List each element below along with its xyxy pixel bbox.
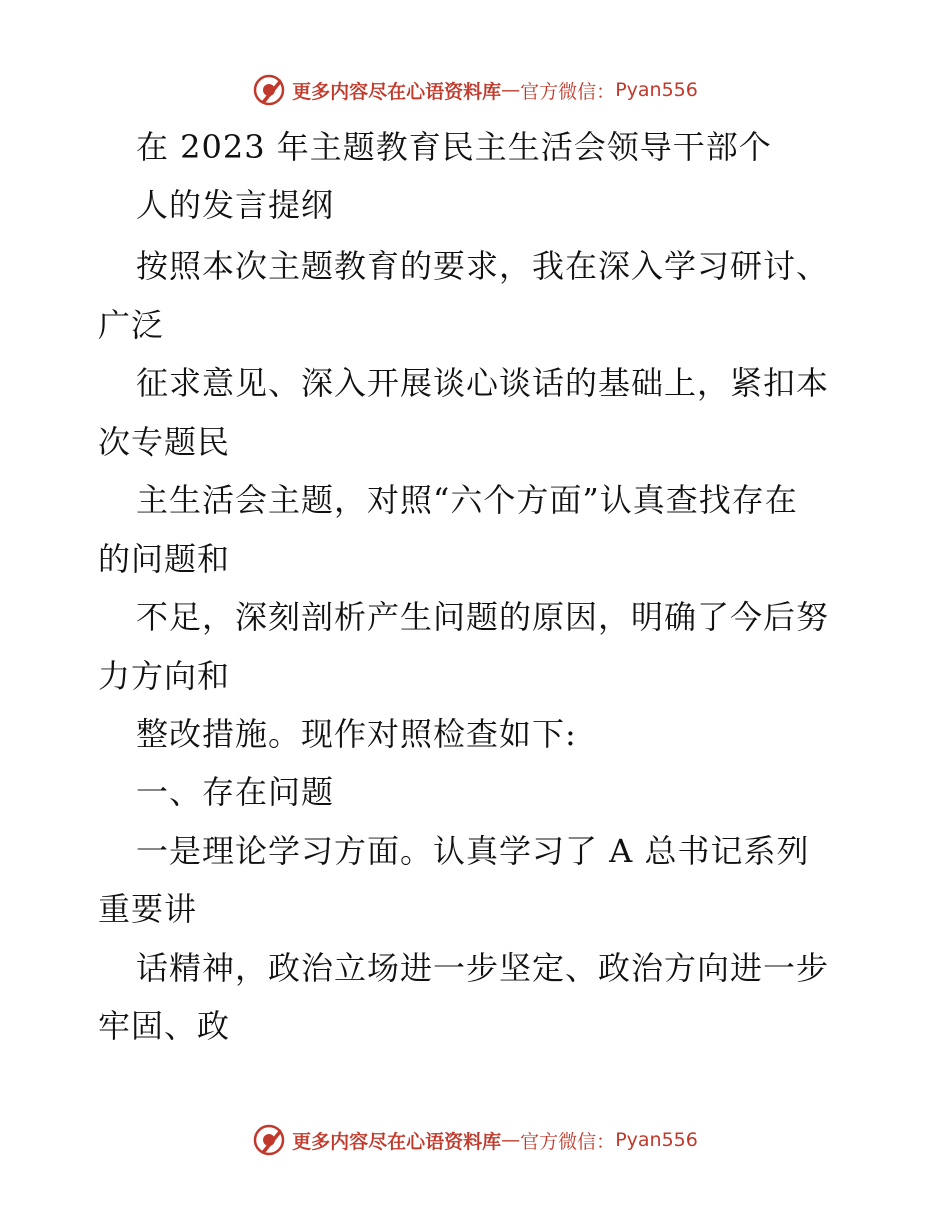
doc-paragraph-line: 话精神，政治立场进一步坚定、政治方向进一步 bbox=[136, 949, 830, 987]
doc-paragraph-line: 牢固、政 bbox=[98, 1007, 231, 1045]
doc-section-heading: 一、存在问题 bbox=[136, 773, 335, 811]
doc-paragraph-line: 主生活会主题，对照“六个方面”认真查找存在 bbox=[136, 481, 798, 519]
doc-paragraph-line: 次专题民 bbox=[98, 423, 231, 461]
watermark-wechat-id: Pyan556 bbox=[615, 79, 698, 101]
footer-watermark bbox=[0, 1120, 950, 1160]
doc-paragraph-line: 征求意见、深入开展谈心谈话的基础上，紧扣本 bbox=[136, 364, 830, 402]
quill-logo-icon bbox=[252, 1123, 286, 1157]
watermark-tail-text: 官方微信： bbox=[520, 80, 616, 103]
doc-title-line-1: 在 2023 年主题教育民主生活会领导干部个 bbox=[136, 128, 772, 166]
watermark-tail-text: 官方微信： bbox=[520, 1130, 616, 1153]
doc-paragraph-line: 一是理论学习方面。认真学习了 A 总书记系列 bbox=[136, 832, 810, 870]
watermark-separator: — bbox=[501, 79, 521, 101]
doc-paragraph-line: 力方向和 bbox=[98, 657, 231, 695]
doc-paragraph-line: 重要讲 bbox=[98, 890, 198, 928]
doc-paragraph-line: 广泛 bbox=[98, 306, 165, 344]
watermark-main-text: 更多内容尽在心语资料库 bbox=[292, 80, 502, 103]
watermark-wechat-id: Pyan556 bbox=[615, 1129, 698, 1151]
doc-paragraph-line: 不足，深刻剖析产生问题的原因，明确了今后努 bbox=[136, 598, 830, 636]
doc-paragraph-line: 按照本次主题教育的要求，我在深入学习研讨、 bbox=[136, 247, 830, 285]
doc-title-line-2: 人的发言提纲 bbox=[136, 186, 335, 224]
doc-paragraph-line: 的问题和 bbox=[98, 540, 231, 578]
watermark-main-text: 更多内容尽在心语资料库 bbox=[292, 1130, 502, 1153]
doc-paragraph-line: 整改措施。现作对照检查如下: bbox=[136, 715, 577, 753]
watermark-separator: — bbox=[501, 1129, 521, 1151]
